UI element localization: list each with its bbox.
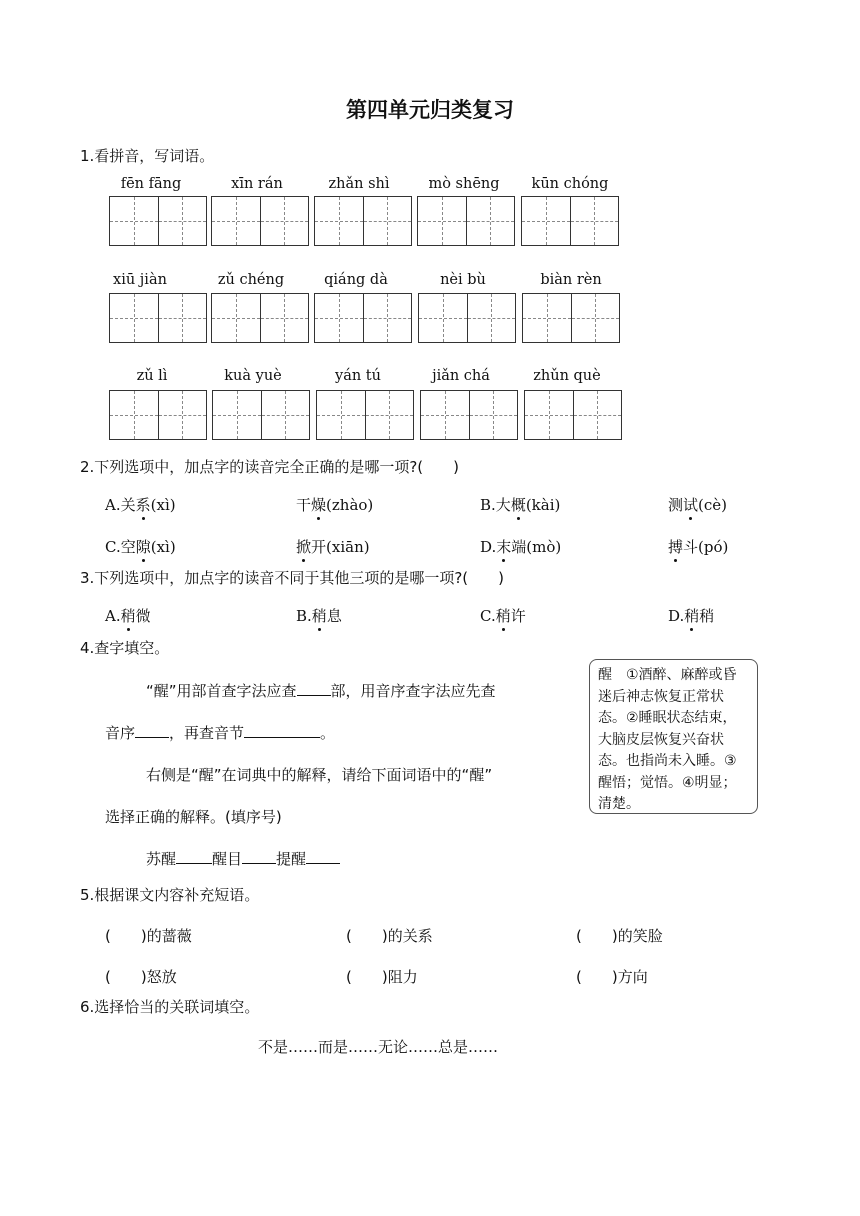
q5-item: ( )的蔷薇	[105, 927, 192, 945]
writing-box[interactable]	[316, 390, 414, 440]
q4-word-1: 苏醒	[146, 850, 177, 868]
writing-cell[interactable]	[212, 197, 260, 245]
dotted-character: 稍	[684, 607, 700, 625]
option-text: (zhào)	[326, 496, 374, 514]
writing-cell[interactable]	[571, 294, 620, 342]
writing-cell[interactable]	[158, 197, 207, 245]
dictionary-entry-box: 醒 ①酒醉、麻醉或昏迷后神志恢复正常状态。②睡眠状态结束，大脑皮层恢复兴奋状态。也指尚未入睡。③醒悟；觉悟。④明显；清楚。	[589, 659, 758, 814]
syllable-blank[interactable]	[244, 722, 320, 738]
q4-line2-text-b: ，再查音节	[169, 724, 245, 742]
option-text: C.	[105, 538, 121, 556]
writing-box[interactable]	[212, 390, 310, 440]
pinyin-label: kuà yuè	[224, 368, 282, 384]
radical-blank[interactable]	[297, 680, 331, 696]
option-text: 关	[120, 496, 136, 514]
writing-cell[interactable]	[523, 294, 571, 342]
writing-cell[interactable]	[570, 197, 619, 245]
answer-option[interactable]	[668, 494, 727, 515]
answer-option[interactable]	[296, 494, 373, 515]
dotted-character: 搏	[668, 538, 684, 556]
dotted-character: 概	[510, 496, 526, 514]
writing-box[interactable]	[524, 390, 622, 440]
answer-option[interactable]	[480, 494, 560, 515]
pinyin-label: zǔ chéng	[217, 272, 285, 288]
writing-box[interactable]	[418, 293, 516, 343]
q4-line2-text-c: 。	[320, 724, 336, 742]
pinyin-label: zǔ lì	[136, 368, 168, 384]
q6-stem: 6.选择恰当的关联词填空。	[80, 998, 260, 1016]
writing-box[interactable]	[417, 196, 515, 246]
q6-word-bank: 不是……而是……无论……总是……	[258, 1038, 499, 1056]
q4-word-2: 醒目	[212, 850, 243, 868]
writing-cell[interactable]	[421, 391, 469, 439]
writing-cell[interactable]	[212, 294, 260, 342]
answer-option[interactable]	[296, 605, 342, 626]
option-text: B.	[296, 607, 312, 625]
q1-stem: 1.看拼音，写词语。	[80, 147, 215, 165]
pinyin-label: zhǎn shì	[328, 176, 390, 192]
option-text: 干	[296, 496, 312, 514]
pinyin-label: biàn rèn	[540, 272, 602, 288]
option-text: 斗(pó)	[683, 538, 729, 556]
q5-item: ( )方向	[576, 968, 648, 986]
pinyin-label: xīn rán	[231, 176, 283, 192]
q5-item: ( )的关系	[346, 927, 433, 945]
option-text: 息	[326, 607, 342, 625]
word-3-blank[interactable]	[306, 848, 340, 864]
option-text: 测	[668, 496, 684, 514]
writing-box[interactable]	[211, 293, 309, 343]
writing-cell[interactable]	[315, 197, 363, 245]
writing-cell[interactable]	[363, 197, 412, 245]
dotted-character: 燥	[311, 496, 327, 514]
pinyin-label: fēn fāng	[120, 176, 182, 192]
answer-option[interactable]	[480, 605, 526, 626]
pinyin-label: yán tú	[335, 368, 381, 384]
answer-option[interactable]	[105, 536, 176, 557]
dotted-character: 系	[135, 496, 151, 514]
q3-stem: 3.下列选项中，加点字的读音不同于其他三项的是哪一项?( )	[80, 569, 504, 587]
pinyin-label: jiǎn chá	[432, 368, 490, 384]
writing-cell[interactable]	[260, 294, 309, 342]
q4-word-line	[146, 848, 340, 869]
writing-box[interactable]	[109, 196, 207, 246]
writing-cell[interactable]	[110, 197, 158, 245]
option-text: A.	[105, 496, 121, 514]
q4-line2-text-a: 音序	[105, 724, 136, 742]
writing-cell[interactable]	[260, 197, 309, 245]
q4-line1-text-a: “醒”用部首查字法应查	[146, 682, 297, 700]
writing-cell[interactable]	[573, 391, 622, 439]
writing-box[interactable]	[314, 196, 412, 246]
option-text: 稍	[699, 607, 715, 625]
writing-cell[interactable]	[469, 391, 518, 439]
option-text: D.	[480, 538, 497, 556]
writing-cell[interactable]	[525, 391, 573, 439]
q5-item: ( )的笑脸	[576, 927, 663, 945]
q4-line1	[146, 680, 496, 701]
option-text: C.	[480, 607, 496, 625]
pinyin-label: qiáng dà	[324, 272, 388, 288]
answer-option[interactable]	[105, 605, 151, 626]
writing-box[interactable]	[314, 293, 412, 343]
writing-cell[interactable]	[315, 294, 363, 342]
dotted-character: 试	[683, 496, 699, 514]
writing-cell[interactable]	[261, 391, 310, 439]
word-2-blank[interactable]	[242, 848, 276, 864]
writing-box[interactable]	[522, 293, 620, 343]
option-text: (kài)	[525, 496, 561, 514]
initial-blank[interactable]	[135, 722, 169, 738]
writing-box[interactable]	[109, 293, 207, 343]
q2-stem: 2.下列选项中，加点字的读音完全正确的是哪一项?( )	[80, 458, 459, 476]
option-text: 端(mò)	[511, 538, 562, 556]
writing-box[interactable]	[420, 390, 518, 440]
pinyin-label: nèi bù	[440, 272, 486, 288]
q4-line1-text-b: 部，用音序查字法应先查	[330, 682, 496, 700]
dotted-character: 掀	[296, 538, 312, 556]
option-text: A.	[105, 607, 121, 625]
pinyin-label: zhǔn què	[533, 368, 601, 384]
answer-option[interactable]	[668, 605, 714, 626]
pinyin-label: kūn chóng	[531, 176, 609, 192]
writing-cell[interactable]	[363, 294, 412, 342]
option-text: 空	[120, 538, 136, 556]
pinyin-label: xiū jiàn	[113, 272, 167, 288]
option-text: 许	[510, 607, 526, 625]
q4-line4: 选择正确的解释。(填序号)	[105, 808, 282, 826]
option-text: 大	[495, 496, 511, 514]
writing-cell[interactable]	[418, 197, 466, 245]
writing-cell[interactable]	[110, 294, 158, 342]
q4-stem: 4.查字填空。	[80, 639, 170, 657]
option-text: (xì)	[150, 496, 176, 514]
answer-option[interactable]	[480, 536, 561, 557]
q4-line2	[105, 722, 335, 743]
writing-box[interactable]	[521, 196, 619, 246]
pinyin-label: mò shēng	[428, 176, 500, 192]
answer-option[interactable]	[105, 494, 176, 515]
q4-word-3: 提醒	[276, 850, 307, 868]
writing-box[interactable]	[211, 196, 309, 246]
option-text: B.	[480, 496, 496, 514]
dotted-character: 末	[496, 538, 512, 556]
writing-box[interactable]	[109, 390, 207, 440]
writing-cell[interactable]	[522, 197, 570, 245]
writing-cell[interactable]	[365, 391, 414, 439]
option-text: 开(xiān)	[311, 538, 370, 556]
dotted-character: 隙	[135, 538, 151, 556]
q5-item: ( )怒放	[105, 968, 177, 986]
dotted-character: 稍	[311, 607, 327, 625]
option-text: (cè)	[698, 496, 728, 514]
q4-line3: 右侧是“醒”在词典中的解释，请给下面词语中的“醒”	[146, 766, 493, 784]
option-text: (xì)	[150, 538, 176, 556]
page-title: 第四单元归类复习	[346, 98, 514, 122]
q5-item: ( )阻力	[346, 968, 418, 986]
writing-cell[interactable]	[158, 294, 207, 342]
word-1-blank[interactable]	[176, 848, 212, 864]
dotted-character: 稍	[495, 607, 511, 625]
dotted-character: 稍	[120, 607, 136, 625]
writing-cell[interactable]	[419, 294, 467, 342]
writing-cell[interactable]	[110, 391, 158, 439]
writing-cell[interactable]	[467, 294, 516, 342]
writing-cell[interactable]	[213, 391, 261, 439]
answer-option[interactable]	[296, 536, 370, 557]
writing-cell[interactable]	[317, 391, 365, 439]
option-text: D.	[668, 607, 685, 625]
writing-cell[interactable]	[466, 197, 515, 245]
q5-stem: 5.根据课文内容补充短语。	[80, 886, 260, 904]
writing-cell[interactable]	[158, 391, 207, 439]
option-text: 微	[135, 607, 151, 625]
answer-option[interactable]	[668, 536, 728, 557]
